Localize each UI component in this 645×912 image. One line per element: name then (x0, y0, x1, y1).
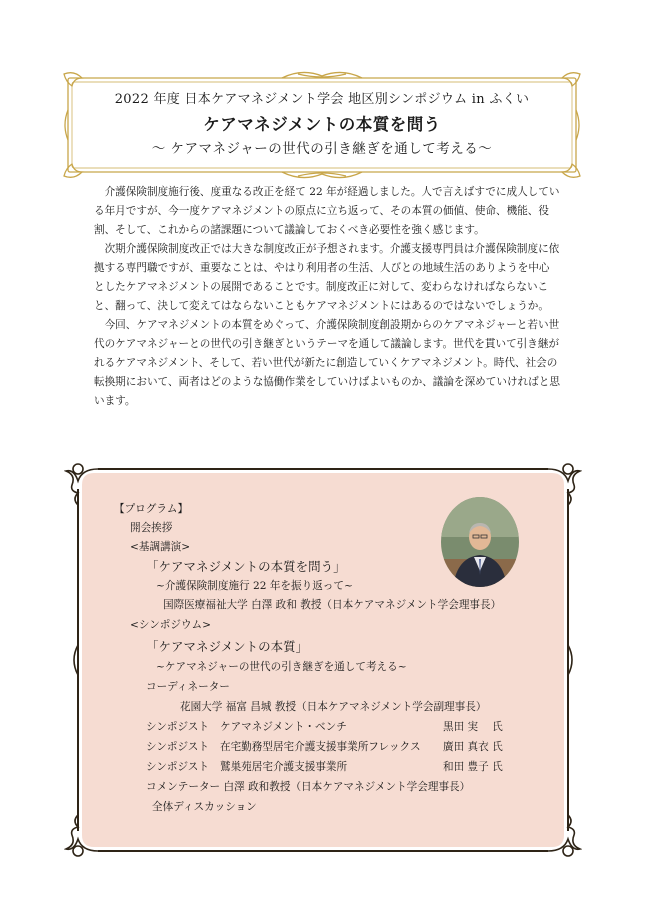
symposist-name: 廣田 真衣 氏 (443, 741, 503, 753)
intro-paragraph-1: 介護保険制度施行後、度重なる改正を経て 22 年が経過しました。人で言えばすでに成人している年月ですが、今一度ケアマネジメントの原点に立ち返って、その本質の価値、使命、機能、役割、そして、これからの諸課題について議論しておくべき必要性を強く感じます。 (94, 186, 560, 236)
intro-text (94, 183, 560, 411)
symposium-label: <シンポジウム> (130, 619, 211, 631)
keynote-title: 「ケアマネジメントの本質を問う」 (146, 559, 346, 574)
event-line: 2022 年度 日本ケアマネジメント学会 地区別シンポジウム in ふくい (114, 92, 530, 107)
commentator: コメンテーター 白澤 政和教授（日本ケアマネジメント学会理事長） (146, 781, 471, 793)
symposist-org: 在宅勤務型居宅介護支援事業所フレックス (220, 741, 421, 753)
symposium-title: 「ケアマネジメントの本質」 (146, 639, 309, 654)
symposist-name: 黒田 実 氏 (443, 721, 503, 733)
coordinator-label: コーディネーター (146, 681, 230, 693)
keynote-subtitle: ~介護保険制度施行 22 年を振り返って~ (156, 580, 353, 592)
symposist-org: 鷲巣苑居宅介護支援事業所 (220, 761, 348, 773)
symposist-name: 和田 豊子 氏 (443, 761, 503, 773)
program-heading: 【プログラム】 (114, 503, 189, 515)
opening-remarks: 開会挨拶 (130, 522, 173, 534)
keynote-label: <基調講演> (130, 541, 191, 553)
symposium-subtitle: ~ケアマネジャーの世代の引き継ぎを通して考える~ (156, 661, 407, 673)
program-panel (64, 455, 582, 865)
page-title: ケアマネジメントの本質を問う (203, 115, 441, 134)
header-frame (62, 70, 582, 180)
symposist-role: シンポジスト (146, 721, 209, 733)
program-content (64, 455, 582, 865)
symposist-role: シンポジスト (146, 761, 209, 773)
intro-paragraph-2: 次期介護保険制度改正では大きな制度改正が予想されます。介護支援専門員は介護保険制度に依拠する専門職ですが、重要なことは、やはり利用者の生活、人びとの地域生活のありようを中心としたケアマネジメントの展開であることです。制度改正に対して、変わらなければならないこと、翻って、決して変えてはならないこともケアマネジメントにはあるのではないでしょうか。 (94, 243, 560, 312)
general-discussion: 全体ディスカッション (152, 801, 257, 813)
symposist-role: シンポジスト (146, 741, 209, 753)
coordinator: 花園大学 福富 昌城 教授（日本ケアマネジメント学会副理事長） (180, 701, 487, 713)
keynote-speaker: 国際医療福祉大学 白澤 政和 教授（日本ケアマネジメント学会理事長） (163, 599, 502, 611)
page-subtitle: ～ ケアマネジャーの世代の引き継ぎを通して考える～ (151, 141, 493, 157)
symposist-org: ケアマネジメント・ベンチ (220, 721, 347, 733)
intro-paragraph-3: 今回、ケアマネジメントの本質をめぐって、介護保険制度創設期からのケアマネジャーと若い世代のケアマネジャーとの世代の引き継ぎというテーマを通して議論します。世代を貫いて引き継がれるケアマネジメント、そして、若い世代が新たに創造していくケアマネジメント。時代、社会の転換期において、両者はどのような協働作業をしていけばよいものか、議論を深めていければと思います。 (94, 319, 560, 407)
